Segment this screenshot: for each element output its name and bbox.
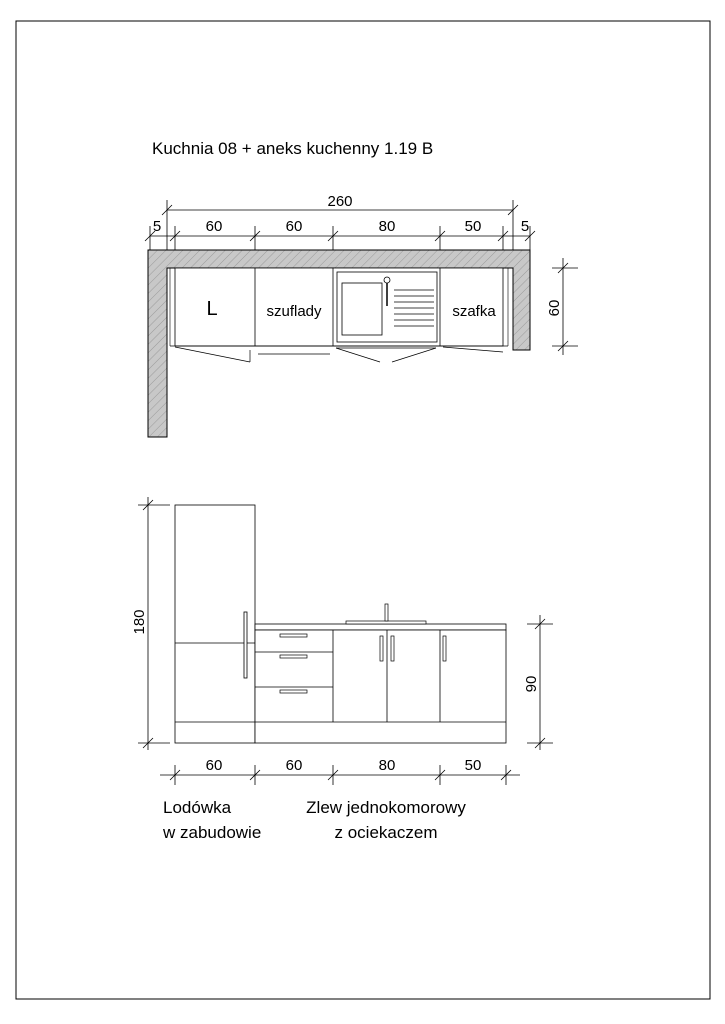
plan-depth-dimension — [546, 258, 578, 355]
elevation-fridge-height-dimension — [131, 497, 170, 750]
plan-segment-label: 60 — [205, 218, 223, 235]
plan-door-swings — [175, 347, 503, 362]
elevation-segment-label: 50 — [464, 757, 482, 774]
plan-segment-label: 5 — [152, 218, 162, 235]
fridge-plan-label: L — [206, 298, 218, 320]
drawer-handle — [280, 634, 307, 637]
elevation-segment-label: 80 — [378, 757, 396, 774]
sink-note-line1: Zlew jednokomorowy — [306, 798, 466, 817]
plan-total-width-label: 260 — [327, 193, 353, 210]
fridge-handle — [244, 612, 247, 678]
fridge-note-line1: Lodówka — [163, 798, 232, 817]
sink-note-line2: z ociekaczem — [334, 823, 438, 842]
door-handle — [443, 636, 446, 661]
plan-segment-label: 50 — [464, 218, 482, 235]
plan-segment-label: 5 — [520, 218, 530, 235]
elevation-base-cabinets — [255, 604, 506, 743]
fridge-note-line2: w zabudowie — [163, 823, 262, 842]
elevation-fridge-unit — [175, 505, 255, 743]
elevation-width-dimension — [160, 757, 520, 785]
elevation-segment-label: 60 — [205, 757, 223, 774]
plan-view — [145, 193, 578, 437]
fridge-height-label: 180 — [131, 609, 148, 635]
plan-segment-label: 80 — [378, 218, 396, 235]
elevation-view — [131, 497, 553, 785]
plan-segment-dimension — [145, 218, 535, 250]
door-handle — [380, 636, 383, 661]
elevation-counter-height-dimension — [523, 615, 553, 750]
countertop — [255, 624, 506, 630]
elevation-segment-label: 60 — [285, 757, 303, 774]
elevation-sink — [346, 621, 426, 624]
elevation-faucet — [385, 604, 388, 621]
sheet-border — [16, 21, 710, 999]
drawing-title: Kuchnia 08 + aneks kuchenny 1.19 B — [152, 139, 434, 158]
drawers-plan-label: szuflady — [266, 303, 322, 320]
drawer-handle — [280, 690, 307, 693]
counter-height-label: 90 — [523, 675, 540, 693]
cabinet-plan-label: szafka — [452, 303, 496, 320]
plan-depth-label: 60 — [546, 299, 563, 317]
plan-segment-label: 60 — [285, 218, 303, 235]
drawer-handle — [280, 655, 307, 658]
door-handle — [391, 636, 394, 661]
